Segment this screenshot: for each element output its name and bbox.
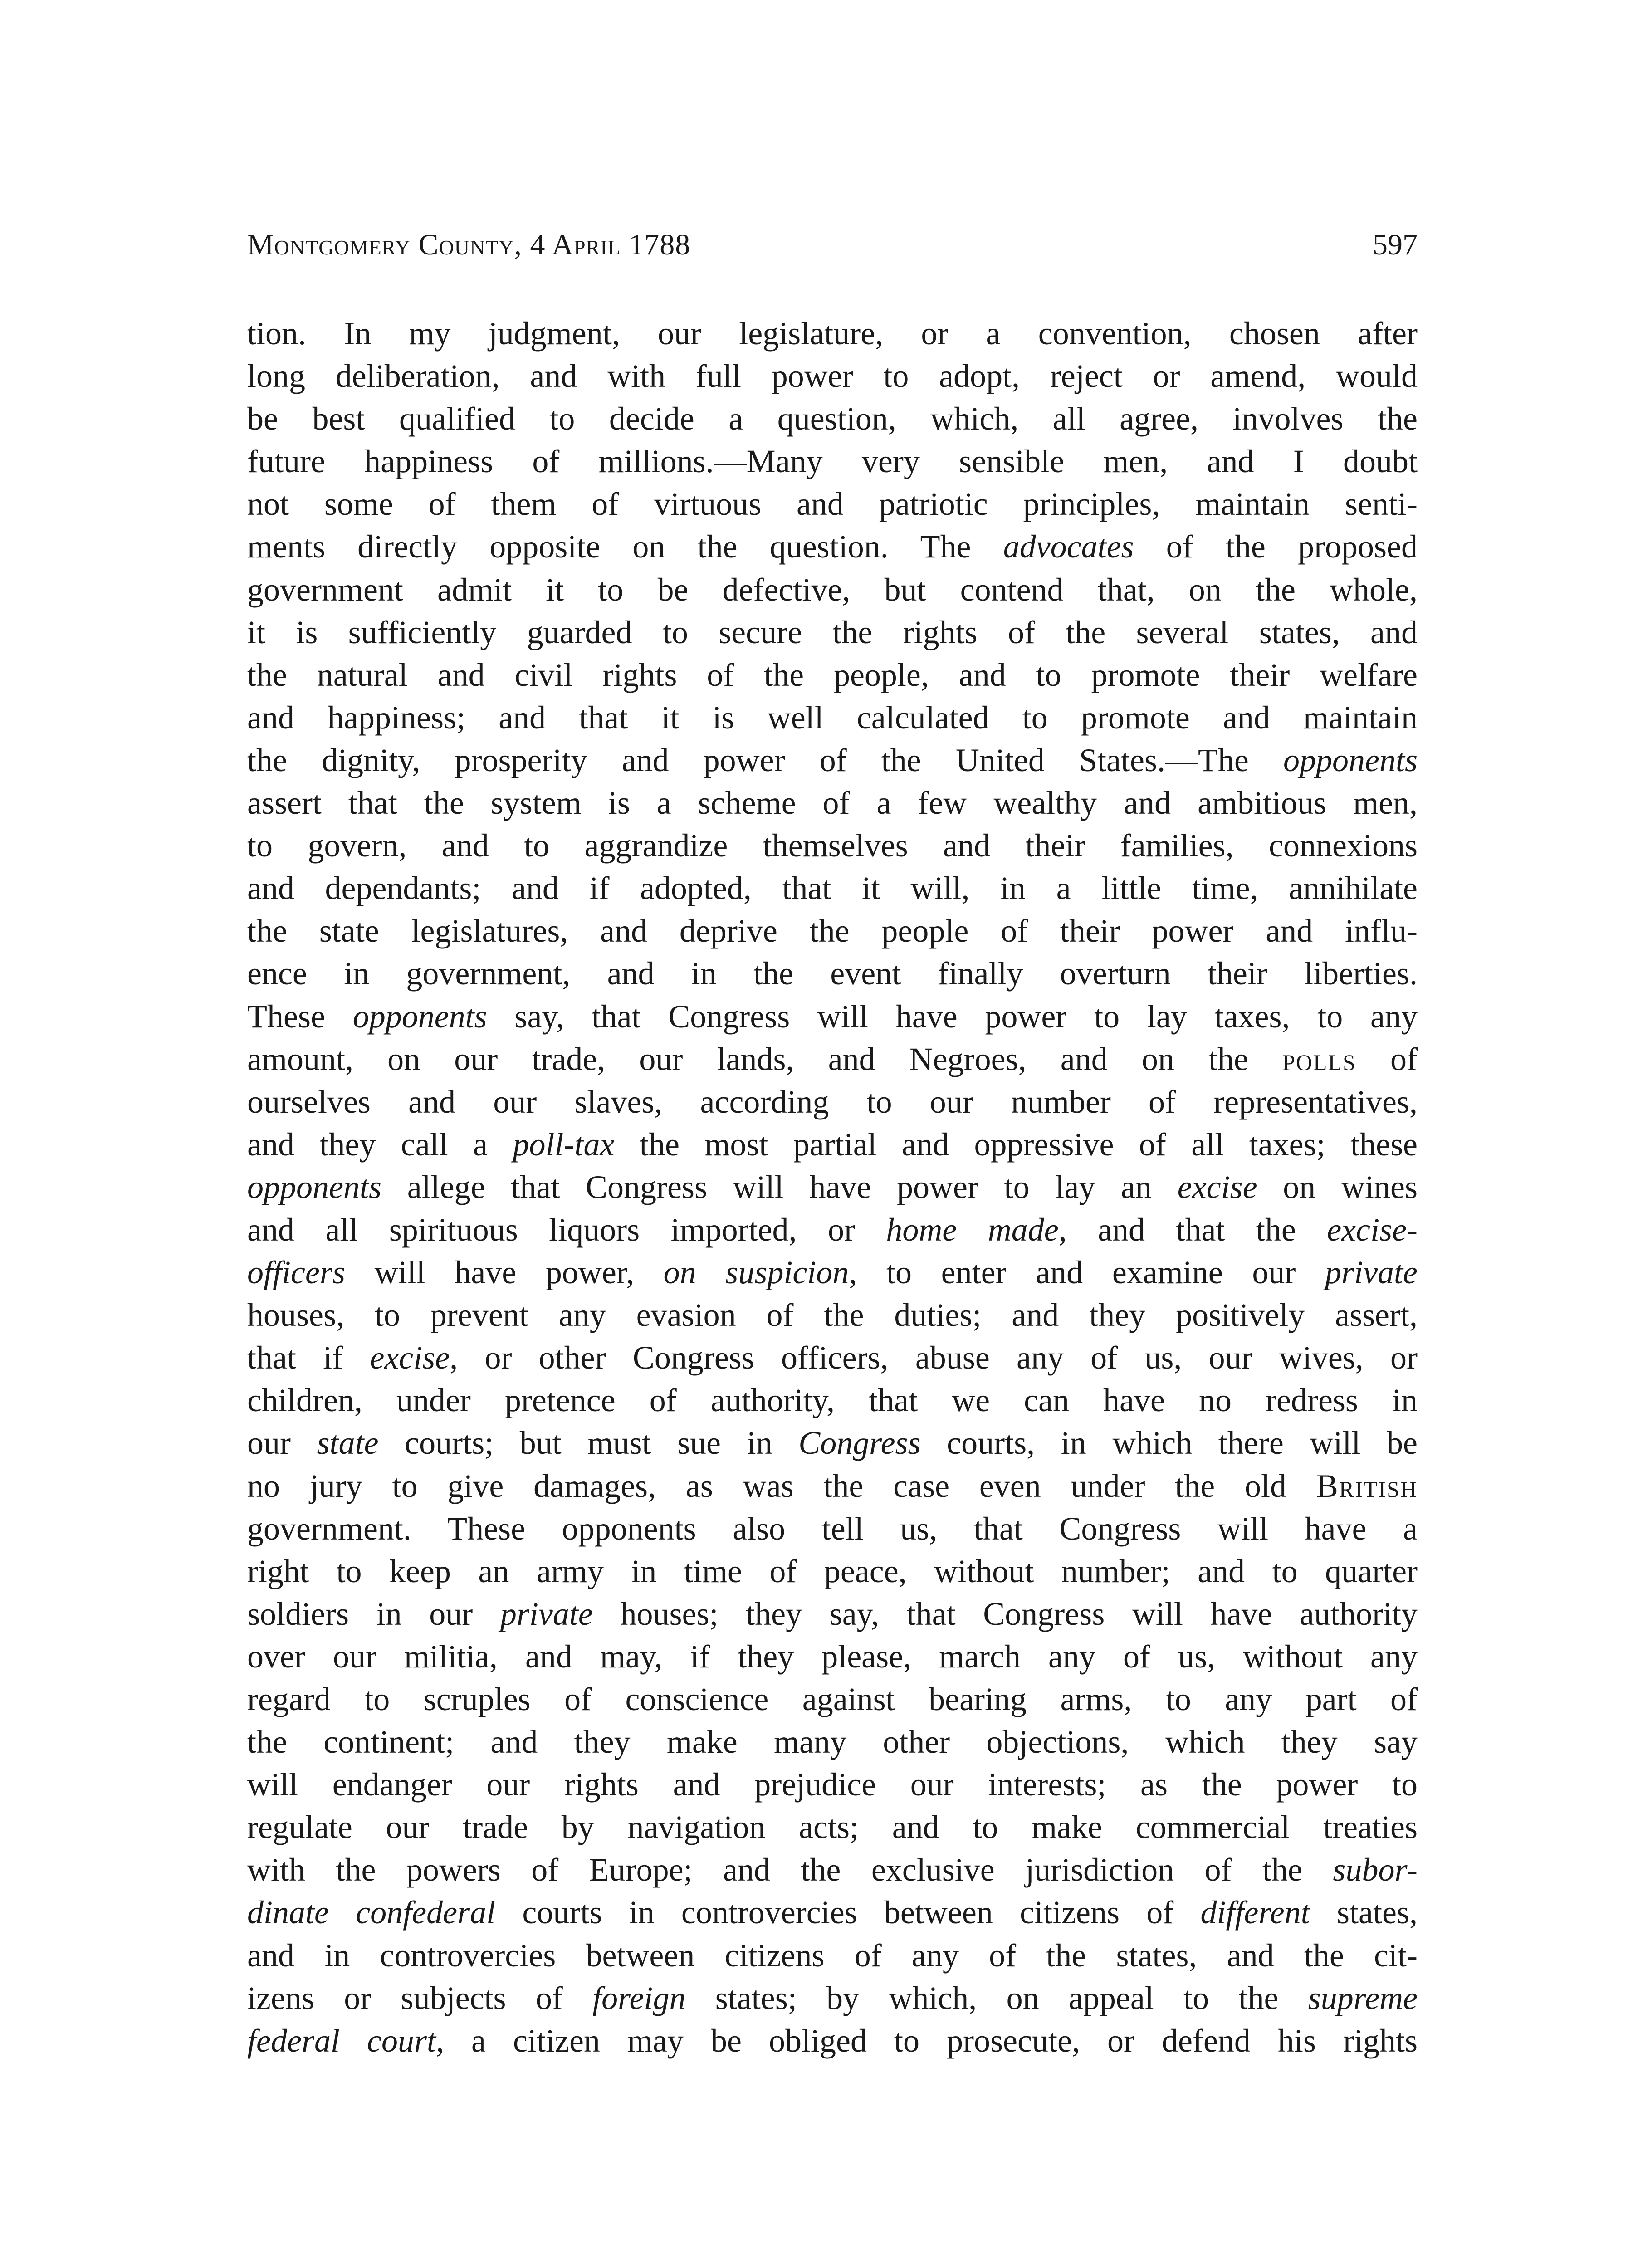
text-line (247, 1123, 1418, 1166)
text-run: that if (247, 1339, 370, 1376)
text-run: courts, in which there will be (920, 1425, 1418, 1461)
text-run: , or other Congress officers, abuse any of us, our wives, or (450, 1339, 1418, 1376)
text-line (247, 909, 1418, 952)
text-run: say, that Congress will have power to lay taxes, to any (487, 998, 1418, 1035)
text-run: government admit it to be defective, but contend that, on the whole, (247, 571, 1418, 608)
text-run: and all spirituous liquors imported, or (247, 1211, 886, 1248)
text-run: and dependants; and if adopted, that it will, in a little time, annihilate (247, 870, 1418, 907)
text-line (247, 1208, 1418, 1251)
text-line (247, 397, 1418, 440)
text-run: to govern, and to aggrandize themselves and their families, connexions (247, 827, 1418, 864)
italic-text-run: on suspicion (663, 1254, 849, 1291)
italic-text-run: federal court (247, 2022, 436, 2059)
text-run: over our militia, and may, if they please, march any of us, without any (247, 1638, 1418, 1675)
text-run: be best qualified to decide a question, which, all agree, involves the (247, 401, 1418, 437)
text-line (247, 1080, 1418, 1123)
text-line (247, 739, 1418, 782)
text-run: the state legislatures, and deprive the people of their power and influ- (247, 913, 1418, 949)
small-caps-text-run: British (1316, 1467, 1418, 1504)
italic-text-run: excise (1177, 1168, 1257, 1205)
text-run: , a citizen may be obliged to prosecute, or defend his rights (435, 2022, 1418, 2059)
text-run: government. These opponents also tell us, that Congress will have a (247, 1510, 1418, 1547)
text-run: future happiness of millions.—Many very sensible men, and I doubt (247, 443, 1418, 480)
text-run: regard to scruples of conscience against bearing arms, to any part of (247, 1681, 1418, 1717)
text-run: These (247, 998, 353, 1035)
text-run: of (1356, 1041, 1418, 1077)
text-line (247, 1422, 1418, 1464)
text-run: courts; but must sue in (378, 1425, 799, 1461)
italic-text-run: private (1325, 1254, 1418, 1291)
text-run: and they call a (247, 1126, 513, 1163)
text-run: the natural and civil rights of the people, and to promote their welfare (247, 656, 1418, 693)
text-run: states, (1310, 1894, 1418, 1931)
italic-text-run: advocates (1003, 528, 1134, 565)
text-run: not some of them of virtuous and patriotic principles, maintain senti- (247, 486, 1418, 523)
text-run: houses, to prevent any evasion of the duties; and they positively assert, (247, 1297, 1418, 1334)
running-head (247, 220, 1418, 270)
text-run: allege that Congress will have power to lay an (381, 1168, 1178, 1205)
text-run: long deliberation, and with full power to adopt, reject or amend, would (247, 358, 1418, 395)
text-run: it is sufficiently guarded to secure the rights of the several states, and (247, 614, 1418, 650)
italic-text-run: Congress (798, 1425, 921, 1461)
text-line (247, 525, 1418, 568)
italic-text-run: opponents (352, 998, 487, 1035)
text-run: and in controvercies between citizens of any of the states, and the cit- (247, 1937, 1418, 1974)
text-line (247, 952, 1418, 995)
text-run: on wines (1257, 1168, 1418, 1205)
text-line (247, 1635, 1418, 1678)
text-run: right to keep an army in time of peace, without number; and to quarter (247, 1553, 1418, 1589)
text-line (247, 824, 1418, 867)
text-run: courts in controvercies between citizens of (495, 1894, 1201, 1931)
text-line (247, 1550, 1418, 1593)
text-run: regulate our trade by navigation acts; and to make commercial treaties (247, 1809, 1418, 1846)
text-run: states; by which, on appeal to the (685, 1980, 1308, 2016)
text-run: ourselves and our slaves, according to our number of representatives, (247, 1083, 1418, 1120)
running-head-title: Montgomery County, 4 April 1788 (247, 228, 691, 261)
italic-text-run: supreme (1308, 1980, 1418, 2016)
text-line (247, 568, 1418, 611)
text-run: soldiers in our (247, 1595, 500, 1632)
italic-text-run: foreign (592, 1980, 686, 2016)
text-line (247, 355, 1418, 397)
text-run: ments directly opposite on the question. The (247, 528, 1003, 565)
italic-text-run: different (1200, 1894, 1310, 1931)
text-line (247, 995, 1418, 1038)
text-line (247, 1977, 1418, 2019)
text-run: amount, on our trade, our lands, and Negroes, and on the (247, 1041, 1283, 1077)
text-line (247, 1593, 1418, 1635)
text-run: the most partial and oppressive of all taxes; these (614, 1126, 1418, 1163)
text-line (247, 1507, 1418, 1550)
text-line (247, 1465, 1418, 1507)
italic-text-run: state (317, 1425, 379, 1461)
text-run: ence in government, and in the event finally overturn their liberties. (247, 955, 1418, 992)
text-run: will endanger our rights and prejudice our interests; as the power to (247, 1766, 1418, 1803)
italic-text-run: subor- (1333, 1852, 1418, 1888)
text-line (247, 1251, 1418, 1294)
text-line (247, 782, 1418, 824)
italic-text-run: excise (370, 1339, 450, 1376)
text-run: our (247, 1425, 317, 1461)
text-line (247, 2019, 1418, 2062)
text-line (247, 1166, 1418, 1208)
text-line (247, 1763, 1418, 1806)
text-run: tion. In my judgment, our legislature, or a convention, chosen after (247, 315, 1418, 352)
italic-text-run: poll-tax (513, 1126, 615, 1163)
text-line (247, 654, 1418, 696)
text-run: izens or subjects of (247, 1980, 593, 2016)
text-run: , to enter and examine our (849, 1254, 1325, 1291)
text-line (247, 1848, 1418, 1891)
text-run: children, under pretence of authority, that we can have no redress in (247, 1382, 1418, 1419)
italic-text-run: private (500, 1595, 593, 1632)
italic-text-run: dinate confederal (247, 1894, 496, 1931)
text-run: , and that the (1058, 1211, 1327, 1248)
text-line (247, 1934, 1418, 1977)
text-run: assert that the system is a scheme of a few wealthy and ambitious men, (247, 785, 1418, 821)
text-run: the dignity, prosperity and power of the United States.—The (247, 742, 1284, 778)
text-run: houses; they say, that Congress will have authority (592, 1595, 1418, 1632)
text-run: will have power, (345, 1254, 664, 1291)
text-line (247, 440, 1418, 483)
italic-text-run: opponents (247, 1168, 381, 1205)
text-line (247, 1038, 1418, 1080)
text-line (247, 696, 1418, 739)
text-line (247, 867, 1418, 909)
body-text (247, 312, 1418, 2062)
page-number: 597 (1373, 228, 1418, 261)
text-run: and happiness; and that it is well calculated to promote and maintain (247, 699, 1418, 736)
text-line (247, 611, 1418, 654)
text-line (247, 1891, 1418, 1934)
text-line (247, 1294, 1418, 1336)
text-run: the continent; and they make many other objections, which they say (247, 1724, 1418, 1760)
small-caps-text-run: polls (1282, 1041, 1356, 1077)
italic-text-run: officers (247, 1254, 345, 1291)
italic-text-run: home made (886, 1211, 1059, 1248)
italic-text-run: excise- (1327, 1211, 1418, 1248)
text-run: no jury to give damages, as was the case even under the old (247, 1467, 1316, 1504)
text-line (247, 1678, 1418, 1721)
text-run: with the powers of Europe; and the exclusive jurisdiction of the (247, 1852, 1333, 1888)
text-line (247, 1336, 1418, 1379)
text-line (247, 483, 1418, 525)
text-run: of the proposed (1134, 528, 1418, 565)
italic-text-run: opponents (1283, 742, 1418, 778)
text-line (247, 1721, 1418, 1763)
text-line (247, 312, 1418, 355)
text-line (247, 1806, 1418, 1848)
text-line (247, 1379, 1418, 1422)
